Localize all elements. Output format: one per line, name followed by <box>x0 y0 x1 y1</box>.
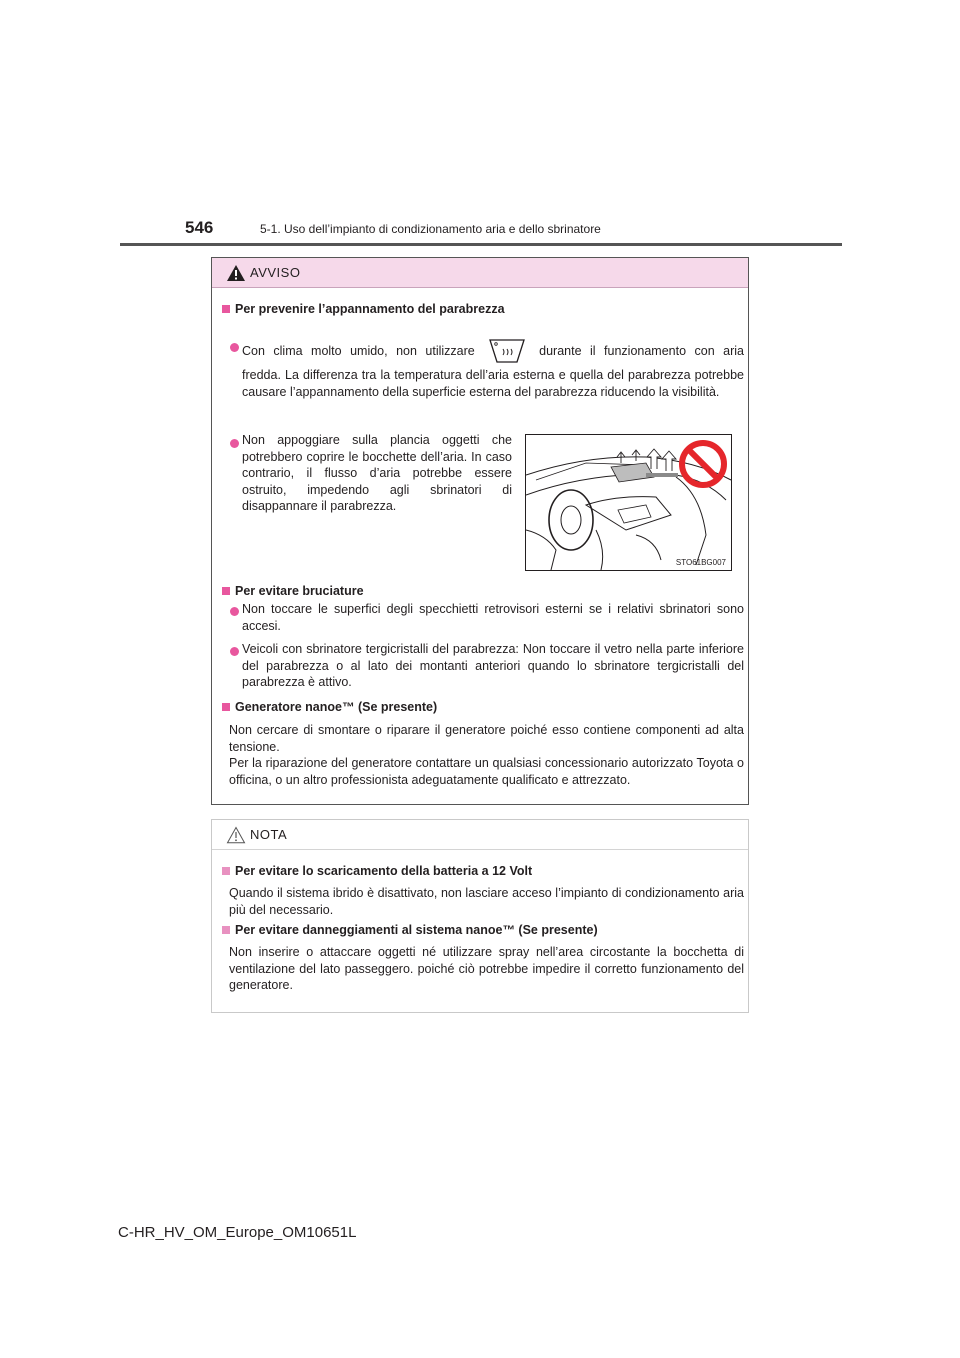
round-bullet-icon <box>230 343 239 352</box>
dashboard-illustration <box>525 434 732 571</box>
round-bullet-icon <box>230 607 239 616</box>
note-heading-battery <box>222 864 532 878</box>
square-bullet-icon <box>222 867 230 875</box>
bullet-fog-continuation: fredda. La differenza tra la temperatura dell’aria esterna e quella del parabrezza potrebbe causare l’appannamento della superficie esterna del parabrezza riducendo la visibilità. <box>242 368 744 399</box>
nanoe-paragraph-2: Per la riparazione del generatore contattare un qualsiasi concessionario autorizzato Toyota o officina, o un altro professionista adeguatamente qualificato e attrezzato. <box>229 756 744 787</box>
bullet-fog-humidity-line <box>242 337 744 365</box>
square-bullet-icon <box>222 587 230 595</box>
note-header <box>212 820 748 850</box>
bullet-mirror-defoggers: Non toccare le superfici degli specchietti retrovisori esterni se i relativi sbrinatori sono accesi. <box>242 602 744 633</box>
nanoe-paragraph-1: Non cercare di smontare o riparare il generatore poiché esso contiene componenti ad alta tensione. <box>229 723 744 754</box>
windshield-defogger-icon <box>487 337 527 365</box>
square-bullet-icon <box>222 703 230 711</box>
note-nanoe-paragraph: Non inserire o attaccare oggetti né utilizzare spray nell’area circostante la bocchetta di ventilazione del lato passeggero. poiché ciò potrebbe impedire il corretto funzionamento del generatore. <box>229 945 744 992</box>
section-title: 5-1. Uso dell’impianto di condizionamento aria e dello sbrinatore <box>260 222 601 236</box>
caution-triangle-icon <box>226 826 246 844</box>
round-bullet-icon <box>230 439 239 448</box>
bullet-text: durante il funzionamento con aria <box>539 343 744 358</box>
note-heading-nanoe <box>222 923 598 937</box>
square-bullet-icon <box>222 305 230 313</box>
figure-code: STO61BG007 <box>675 558 726 567</box>
page-number: 546 <box>185 218 214 237</box>
warning-box <box>211 257 749 805</box>
warning-header <box>212 258 748 288</box>
warning-heading-nanoe <box>222 700 437 714</box>
heading-text: Generatore nanoe™ (Se presente) <box>235 700 438 714</box>
warning-heading-burns <box>222 584 364 598</box>
note-label: NOTA <box>250 827 288 842</box>
bullet-text: Con clima molto umido, non utilizzare <box>242 343 475 358</box>
warning-heading-fog <box>222 302 505 316</box>
bullet-wiper-deicer: Veicoli con sbrinatore tergicristalli del parabrezza: Non toccare il vetro nella parte inferiore del parabrezza o al lato dei montanti anteriori quando lo sbrinatore tergicristalli del parabrezza è attivo. <box>242 642 744 689</box>
warning-triangle-icon <box>226 264 246 282</box>
header-rule <box>120 243 842 246</box>
warning-label: AVVISO <box>250 265 301 280</box>
round-bullet-icon <box>230 647 239 656</box>
square-bullet-icon <box>222 926 230 934</box>
heading-text: Per prevenire l’appannamento del parabrezza <box>235 302 505 316</box>
note-battery-paragraph: Quando il sistema ibrido è disattivato, non lasciare acceso l’impianto di condizionamento aria più del necessario. <box>229 886 744 917</box>
prohibited-icon <box>678 439 728 489</box>
bullet-dashboard-objects: Non appoggiare sulla plancia oggetti che potrebbero coprire le bocchette dell’aria. In caso contrario, il flusso d’aria potrebbe essere ostruito, impedendo agli sbrinatori di disappannare il parabrezza. <box>242 433 512 513</box>
footer-doc-code: C-HR_HV_OM_Europe_OM10651L <box>118 1224 357 1241</box>
heading-text: Per evitare lo scaricamento della batteria a 12 Volt <box>235 864 533 878</box>
note-box <box>211 819 749 1013</box>
heading-text: Per evitare bruciature <box>235 584 364 598</box>
heading-text: Per evitare danneggiamenti al sistema nanoe™ (Se presente) <box>235 923 598 937</box>
